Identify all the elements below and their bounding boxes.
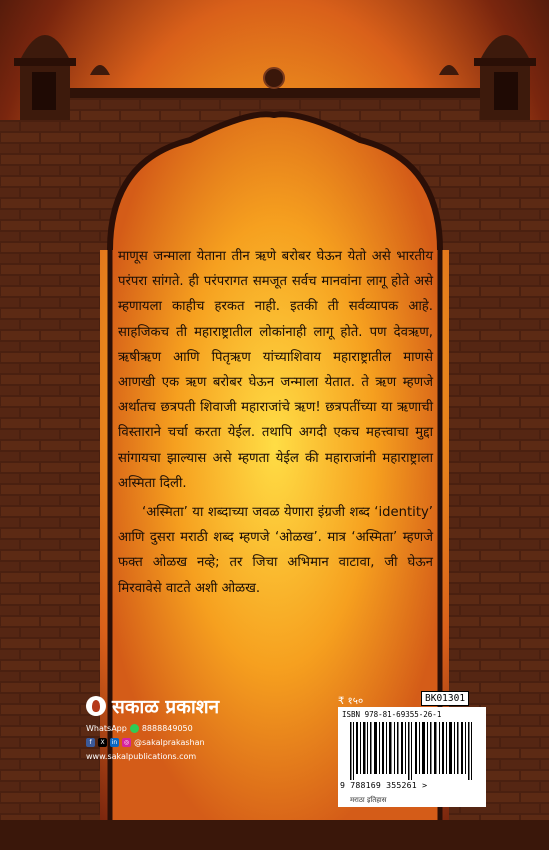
whatsapp-line xyxy=(86,724,256,733)
blurb-text xyxy=(118,244,433,601)
isbn-label: ISBN 978-81-69355-26-1 xyxy=(342,710,442,719)
whatsapp-icon xyxy=(130,724,139,733)
publisher-name-text: सकाळ प्रकाशन xyxy=(112,696,220,718)
social-line xyxy=(86,738,256,747)
linkedin-icon: in xyxy=(111,739,118,746)
price-label: ₹ १५० xyxy=(338,696,364,707)
genre-label: मराठा इतिहास xyxy=(338,793,486,807)
x-icon: X xyxy=(98,738,107,747)
blurb-paragraph-1: माणूस जन्माला येताना तीन ऋणे बरोबर घेऊन येतो असे भारतीय परंपरा सांगते. ही परंपरागत समजूत सर्वच मानवांना लागू होते असे म्हणायला काहीच हरकत नाही. इतकी ती सर्वव्यापक आहे. साहजिकच ती महाराष्ट्रातील लोकांनाही लागू होते. पण देवऋण, ऋषीऋण आणि पितृऋण यांच्याशिवाय महाराष्ट्रातील माणसे आणखी एक ऋण बरोबर घेऊन जन्माला येतात. ते ऋण म्हणजे अर्थातच छत्रपती शिवाजी महाराजांचे ऋण! छत्रपतींच्या या ऋणाची विस्ताराने चर्चा करता येईल. तथापि अगदी एकच महत्त्वाचा मुद्दा सांगायचा झाल्यास असे म्हणता येईल की महाराजांनी महाराष्ट्राला अस्मिता दिली. xyxy=(118,249,433,491)
blurb-paragraph-2: ‘अस्मिता’ या शब्दाच्या जवळ येणारा इंग्रजी शब्द ‘identity’ आणि दुसरा मराठी शब्द म्हणजे ‘ओळख’. मात्र ‘अस्मिता’ म्हणजे फक्त ओळख नव्हे; तर जिचा अभिमान वाटावा, जी घेऊन मिरवावेसे वाटते अशी ओळख. xyxy=(118,505,433,596)
publisher-logo-icon xyxy=(86,696,106,716)
website-line xyxy=(86,752,256,761)
website-url: www.sakalpublications.com xyxy=(86,752,197,761)
whatsapp-label: WhatsApp xyxy=(86,724,127,733)
whatsapp-number: 8888849050 xyxy=(141,724,193,733)
publisher-name xyxy=(86,693,256,719)
publisher-block xyxy=(86,693,256,761)
barcode-digits: 9 788169 355261 > xyxy=(340,780,428,790)
barcode-graphic xyxy=(348,722,478,780)
social-handle: @sakalprakashan xyxy=(134,738,205,747)
barcode-panel xyxy=(338,707,486,793)
instagram-icon: ◎ xyxy=(123,739,130,746)
facebook-icon: f xyxy=(86,738,95,747)
book-code: BK01301 xyxy=(421,691,469,706)
